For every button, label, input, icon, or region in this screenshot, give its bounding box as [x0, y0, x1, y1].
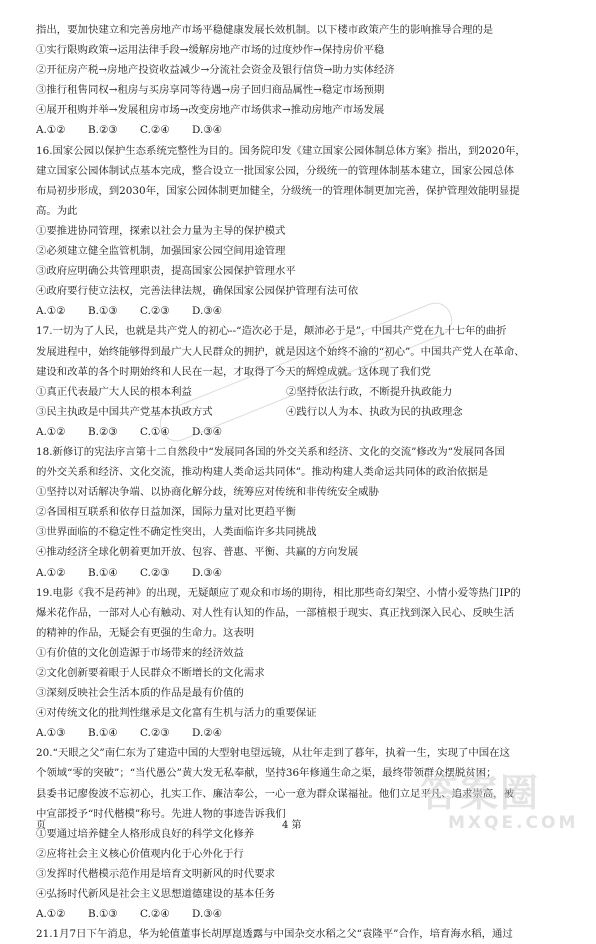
option-line: ③发挥时代楷模示范作用是培育文明新风的时代要求: [36, 867, 275, 880]
choice-d: D.③④: [192, 124, 222, 137]
choice-c: C.②④: [140, 908, 170, 921]
text-line: 爆米花作品，一部对人心有触动、对人性有认知的作品，一部植根于现实、真正找到深入民心、反映生活: [36, 606, 514, 619]
question-21-stem: 21.1月7日下午消息，华为轮值董事长胡厚崑透露与中国杂交水稻之父“袁隆平”合作，培育海水稻，通过: [36, 928, 513, 941]
choice-d: D.②④: [192, 727, 222, 740]
choice-b: B.①④: [88, 566, 118, 579]
choice-c: C.②④: [140, 124, 170, 137]
text-line: 指出，要加快建立和完善房地产市场平稳健康发展长效机制。以下楼市政策产生的影响推导合理的是: [36, 24, 494, 36]
text-line: 建设和改革的各个时期始终和人民在一起，才取得了今天的辉煌成就。这体现了我们党: [36, 365, 431, 378]
choice-d: D.③④: [192, 425, 222, 438]
question-16-stem: 16.国家公园以保护生态系统完整性为目的。国务院印发《建立国家公园体制总体方案》指出，到2020年，: [36, 144, 526, 157]
option-line: ②各国相互联系和依存日益加深，国际力量对比更趋平衡: [36, 506, 296, 519]
option-line: ③政府应明确公共管理职责，提高国家公园保护管理水平: [36, 265, 296, 278]
choice-a: A.①③: [36, 727, 66, 740]
option-line: ③深刻反映社会生活本质的作品是最有价值的: [36, 687, 244, 700]
choice-c: C.②③: [140, 305, 170, 318]
answer-choices: [36, 904, 558, 924]
page-number: 4 第: [282, 820, 302, 831]
option-row: [36, 382, 558, 402]
question-20-stem: 20.“天眼之父”南仁东为了建造中国的大型射电望远镜，从壮年走到了暮年，执着一生，实现了中国在这: [36, 747, 510, 760]
option-line: ①坚持以对话解决争端、以协商化解分歧，统筹应对传统和非传统安全威胁: [36, 486, 379, 499]
option-line: ④政府要行使立法权，完善法律法规，确保国家公园保护管理有法可依: [36, 285, 359, 298]
text-line: 高。为此: [36, 204, 78, 217]
text-line: 布局初步形成，到2030年，国家公园体制更加健全，分级统一的管理体制更加完善，保护管理效能明显提: [36, 184, 520, 197]
option-1: ①真正代表最广大人民的根本利益: [36, 385, 192, 398]
text-line: ④展开租购并举→发展租房市场→改变房地产市场供求→推动房地产市场发展: [36, 104, 385, 117]
text-line: 的精神的作品，无疑会有更强的生命力。这表明: [36, 626, 255, 639]
answer-choices: [36, 422, 558, 442]
option-line: ②必须建立健全监管机制，加强国家公园空间用途管理: [36, 245, 286, 258]
text-line: ③推行租售同权→租房与买房享同等待遇→房子回归商品属性→稳定市场预期: [36, 84, 385, 97]
option-line: ④弘扬时代新风是社会主义思想道德建设的基本任务: [36, 888, 275, 901]
choice-d: D.③④: [192, 566, 222, 579]
choice-a: A.①②: [36, 305, 66, 318]
text-line: 中宣部授予“时代楷模”称号。先进人物的事迹告诉我们: [36, 807, 286, 820]
page-footer: [36, 816, 560, 831]
answer-choices: [36, 563, 558, 583]
option-line: ②应将社会主义核心价值观内化于心外化于行: [36, 847, 244, 860]
page-content: [36, 20, 558, 944]
option-line: ③世界面临的不稳定性不确定性突出，人类面临许多共同挑战: [36, 526, 317, 539]
text-line: ②开征房产税→房地产投资收益减少→分流社会资金及银行信贷→助力实体经济: [36, 64, 395, 77]
question-19-stem: 19.电影《我不是药神》的出现，无疑颠应了观众和市场的期待，相比那些奇幻架空、小情小爱等热门IP的: [36, 586, 521, 599]
answer-choices: [36, 723, 558, 743]
choice-a: A.①②: [36, 908, 66, 921]
choice-c: C.②③: [140, 566, 170, 579]
choice-b: B.①④: [88, 727, 118, 740]
watermark-url: MXQE.COM: [448, 813, 579, 833]
choice-a: A.①②: [36, 566, 66, 579]
option-3: ③民主执政是中国共产党基本执政方式: [36, 405, 213, 418]
footer-left: 页: [36, 820, 46, 831]
choice-b: B.②③: [88, 124, 118, 137]
text-line: 发展进程中，始终能够得到最广大人民群众的拥护，就是因这个始终不渝的“初心”。中国共产党人在革命、: [36, 345, 525, 358]
text-line: 个领域“零的突破”；“当代愚公”黄大发无私奉献，坚持36年修通生命之渠，最终带领群众摆脱贫困；: [36, 767, 497, 780]
text-line: ①实行限购政策→运用法律手段→缓解房地产市场的过度炒作→保持房价平稳: [36, 44, 385, 57]
option-row: [36, 402, 558, 422]
choice-c: C.①④: [140, 425, 170, 438]
option-line: ④推动经济全球化朝着更加开放、包容、普惠、平衡、共赢的方向发展: [36, 546, 359, 559]
option-line: ①有价值的文化创造源于市场带来的经济效益: [36, 646, 244, 659]
option-line: ④对传统文化的批判性继承是文化富有生机与活力的重要保证: [36, 707, 317, 720]
choice-b: B.①③: [88, 305, 118, 318]
text-line: 县委书记廖俊波不忘初心，扎实工作、廉洁奉公，一心一意为群众谋福祉。他们立足平凡、追求崇高，被: [36, 787, 514, 800]
text-line: 的外交关系和经济、文化交流，推动构建人类命运共同体”。推动构建人类命运共同体的政治依据是: [36, 466, 489, 479]
choice-d: D.③④: [192, 305, 222, 318]
answer-choices: [36, 120, 558, 140]
option-line: ①要推进协同管理，探索以社会力量为主导的保护模式: [36, 224, 286, 237]
choice-d: D.③④: [192, 908, 222, 921]
option-line: ①要通过培养健全人格形成良好的科学文化修养: [36, 827, 255, 840]
choice-c: C.②③: [140, 727, 170, 740]
choice-b: B.②③: [88, 425, 118, 438]
option-4: ④践行以人为本、执政为民的执政理念: [286, 405, 463, 418]
question-17-stem: 17.一切为了人民，也就是共产党人的初心--“造次必于是，颠沛必于是”，中国共产党在九十七年的曲折: [36, 325, 507, 338]
option-2: ②坚持依法行政，不断提升执政能力: [286, 385, 453, 398]
answer-choices: [36, 301, 558, 321]
choice-a: A.①②: [36, 425, 66, 438]
text-line: 建立国家公园体制试点基本完成，整合设立一批国家公园，分级统一的管理体制基本建立，国家公园总体: [36, 164, 514, 177]
choice-b: B.①③: [88, 908, 118, 921]
question-18-stem: 18.新修订的宪法序言第十二自然段中“发展同各国的外交关系和经济、文化的交流”修改为“发展同各国: [36, 445, 505, 458]
watermark-text: 答案圈: [420, 771, 541, 815]
choice-a: A.①②: [36, 124, 66, 137]
option-line: ②文化创新要着眼于人民群众不断增长的文化需求: [36, 667, 265, 679]
